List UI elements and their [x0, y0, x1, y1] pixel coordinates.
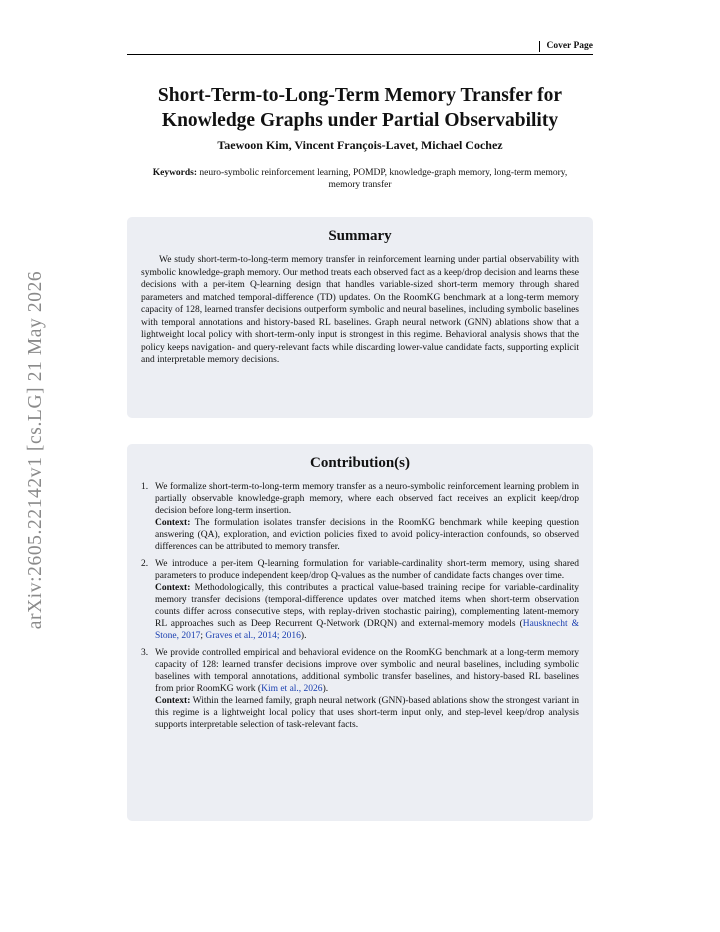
- keywords-label: Keywords:: [152, 168, 198, 178]
- context-label: Context:: [155, 518, 191, 528]
- context-text: The formulation isolates transfer decisions in the RoomKG benchmark while keeping question answering (QA), exploration, and eviction policies fixed to avoid policy-interaction confounds, so observed differences can be attributed to memory transfer.: [155, 518, 579, 552]
- header-label: Cover Page: [539, 41, 593, 52]
- context-text: Methodologically, this contributes a practical value-based training recipe for variable-cardinality memory transfer decisions (temporal-difference updates over matched items when short-term observation counts differ across consecutive steps, with replay-driven stochastic pairing), complementing latent-memory RL approaches such as Deep Recurrent Q-Network (DRQN) and external-memory models (: [155, 583, 579, 629]
- arxiv-identifier: arXiv:2605.22142v1 [cs.LG] 21 May 2026: [25, 270, 46, 630]
- keywords-text: neuro-symbolic reinforcement learning, POMDP, knowledge-graph memory, long-term memory, memory transfer: [199, 168, 568, 190]
- context-label: Context:: [155, 696, 191, 706]
- citation-link[interactable]: Graves et al., 2014; 2016: [205, 631, 301, 641]
- contribution-text: We provide controlled empirical and behavioral evidence on the RoomKG benchmark at a long-term memory capacity of 128: learned transfer decisions improve over symbolic and neural baselines, including symbolic baselines with temporal annotations, additional symbolic transfer baselines, and history-based RL baselines from prior RoomKG work (: [155, 648, 579, 694]
- keywords: [150, 167, 570, 191]
- contribution-number: 1.: [141, 482, 149, 492]
- contribution-text: We introduce a per-item Q-learning formulation for variable-cardinality short-term memory, using shared parameters to produce independent keep/drop Q-values as the number of candidate facts changes over time.: [155, 559, 579, 581]
- citation-close: ).: [322, 684, 329, 694]
- context-text: Within the learned family, graph neural network (GNN)-based ablations show the strongest variant in this regime is a lightweight local policy that uses short-term input only, and step-level keep/drop analysis supports interpretable selection of task-relevant facts.: [155, 696, 579, 730]
- summary-text: We study short-term-to-long-term memory transfer in reinforcement learning under partial observability with symbolic knowledge-graph memory. Our method treats each observed fact as a keep/drop decision and learns these decisions with a per-item Q-learning design that handles variable-sized short-term memory through shared parameters and matched temporal-difference (TD) updates. On the RoomKG benchmark at a long-term memory capacity of 128, learned transfer decisions outperform symbolic and neural baselines, including symbolic baselines with temporal annotations and history-based RL baselines. Graph neural network (GNN) ablations show that a lightweight local policy with short-term-only input is strongest in this regime. Behavioral analysis shows that the policy keeps navigation- and query-relevant facts while discarding lower-value candidate facts, supporting explicit and interpretable memory decisions.: [141, 255, 579, 365]
- contribution-item: [141, 558, 579, 642]
- contribution-item: [141, 481, 579, 553]
- contribution-text: We formalize short-term-to-long-term memory transfer as a neuro-symbolic reinforcement learning problem in partially observable knowledge-graph memory, where each observed fact receives an explicit keep/drop decision before long-term insertion.: [155, 482, 579, 516]
- citation-link[interactable]: Kim et al., 2026: [261, 684, 323, 694]
- contributions-list: [141, 481, 579, 731]
- paper-title: [127, 83, 593, 133]
- citation-separator: ;: [200, 631, 206, 641]
- contribution-number: 3.: [141, 648, 149, 658]
- title-line-2: Knowledge Graphs under Partial Observability: [161, 110, 559, 131]
- author-list: Taewoon Kim, Vincent François-Lavet, Michael Cochez: [217, 138, 503, 152]
- citation-link[interactable]: Hausknecht & Stone, 2017: [155, 619, 579, 641]
- contributions-title: Contribution(s): [309, 455, 410, 471]
- summary-box: [127, 217, 593, 418]
- title-line-1: Short-Term-to-Long-Term Memory Transfer for: [157, 85, 563, 106]
- contribution-number: 2.: [141, 559, 149, 569]
- citation-close: ).: [300, 631, 307, 641]
- contribution-item: [141, 647, 579, 731]
- summary-title: Summary: [328, 228, 392, 244]
- context-label: Context:: [155, 583, 191, 593]
- header-rule: [127, 54, 593, 55]
- contributions-box: [127, 444, 593, 821]
